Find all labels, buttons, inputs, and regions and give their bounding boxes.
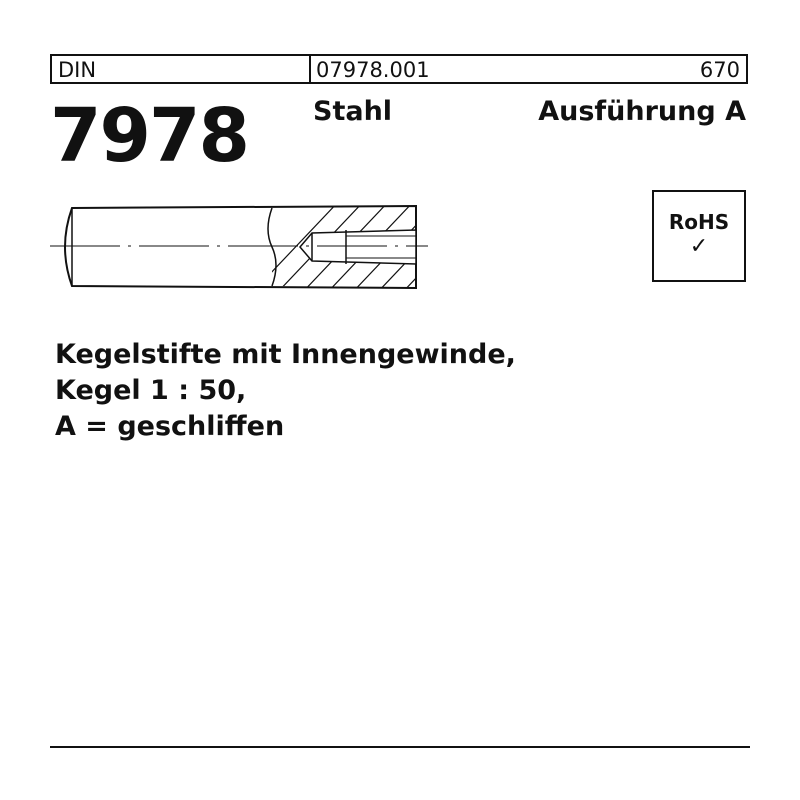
- bottom-divider: [50, 746, 750, 748]
- description-line: A = geschliffen: [55, 411, 285, 442]
- taper-pin-drawing-icon: [50, 200, 430, 295]
- article-code: 07978.001: [316, 58, 430, 82]
- product-description: [55, 337, 516, 445]
- description-line: Kegelstifte mit Innengewinde,: [55, 339, 516, 370]
- description-line: Kegel 1 : 50,: [55, 375, 247, 406]
- header-divider: [309, 56, 311, 82]
- rohs-badge: [652, 190, 746, 282]
- material-label: Stahl: [313, 96, 393, 127]
- din-number: 7978: [50, 93, 248, 179]
- variant-label: Ausführung A: [538, 96, 746, 127]
- header-table: [50, 54, 748, 84]
- check-icon: ✓: [689, 234, 709, 259]
- rohs-label: RoHS: [668, 210, 730, 234]
- page-code: 670: [699, 58, 740, 82]
- standard-label: DIN: [58, 58, 97, 82]
